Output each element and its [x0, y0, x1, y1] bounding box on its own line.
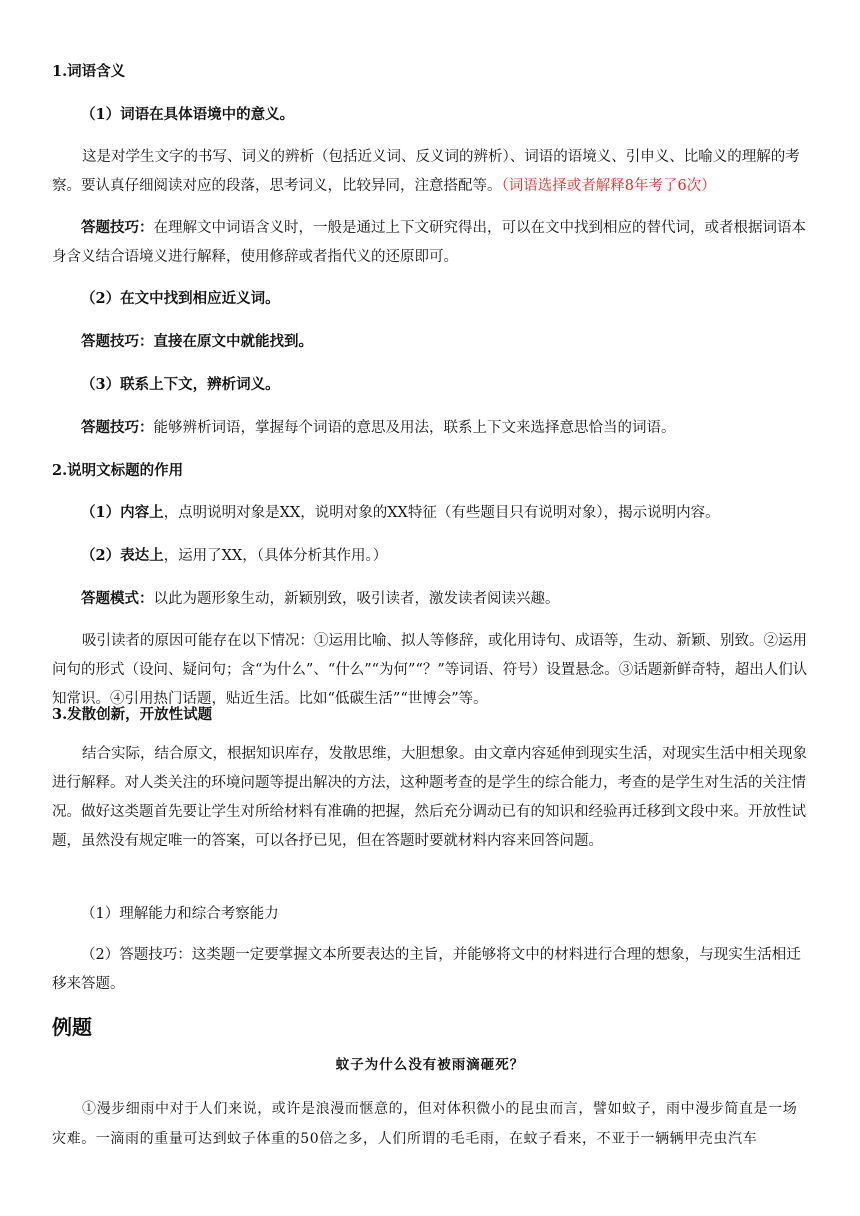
- mode-label: 答题模式：: [81, 590, 154, 607]
- tip-label: 答题技巧：: [81, 219, 154, 236]
- sub-2-title: （2）在文中找到相应近义词。: [81, 290, 280, 307]
- section-1-heading: 1.词语含义: [52, 63, 126, 80]
- sub-3-title: （3）联系上下文，辨析词义。: [81, 376, 280, 393]
- tip-label: 答题技巧：: [81, 419, 154, 436]
- example-heading: 例题: [52, 1015, 92, 1039]
- sub-1-text: 这是对学生文字的书写、词义的辨析（包括近义词、反义词的辨析）、词语的语境义、引申义、比喻义的理解的考察。要认真仔细阅读对应的段落，思考词义，比较异同，注意搭配等。: [52, 149, 800, 194]
- mode-text: 以此为题形象生动，新颖别致，吸引读者，激发读者阅读兴趣。: [153, 591, 560, 607]
- example-article-title: 蚊子为什么没有被雨滴砸死？: [335, 1057, 525, 1073]
- item-label: 内容上: [120, 504, 164, 521]
- item-number: （2）: [81, 547, 121, 564]
- section-3-item-2: （2）答题技巧：这类题一定要掌握文本所要表达的主旨，并能够将文中的材料进行合理的想象，与现实生活相迁移来答题。: [52, 947, 801, 992]
- sub-3-tip: [52, 413, 808, 443]
- sub-2-tip: 答题技巧：直接在原文中就能找到。: [81, 333, 313, 350]
- sub-1-paragraph: [52, 143, 808, 201]
- section-3-paragraph: 结合实际，结合原文，根据知识库存，发散思维，大胆想象。由文章内容延伸到现实生活，对现实生活中相关现象进行解释。对人类关注的环境问题等提出解决的方法，这种题考查的是学生的综合能力，考查的是学生对生活的关注情况。做好这类题首先要让学生对所给材料有准确的把握，然后充分调动已有的知识和经验再迁移到文段中来。开放性试题，虽然没有规定唯一的答案，可以各抒已见，但在答题时要就材料内容来回答问题。: [52, 746, 807, 849]
- section-3-item-1: （1）理解能力和综合考察能力: [81, 906, 279, 922]
- title-content-point: [52, 498, 808, 528]
- answer-mode: [52, 584, 808, 614]
- item-text: ，点明说明对象是XX，说明对象的XX特征（有些题目只有说明对象），揭示说明内容。: [163, 505, 720, 521]
- sub-1-title: （1）词语在具体语境中的意义。: [81, 106, 295, 123]
- title-expression-point: [52, 541, 808, 571]
- section-3-heading: 3.发散创新，开放性试题: [52, 706, 213, 723]
- tip-text: 能够辨析词语，掌握每个词语的意思及用法，联系上下文来选择意思恰当的词语。: [153, 420, 676, 436]
- item-number: （1）: [81, 504, 121, 521]
- tip-text: 在理解文中词语含义时，一般是通过上下文研究得出，可以在文中找到相应的替代词，或者根据词语本身含义结合语境义进行解释，使用修辞或者指代义的还原即可。: [52, 220, 806, 265]
- item-text: ，运用了XX，（具体分析其作用。）: [163, 548, 388, 564]
- example-paragraph-1: ①漫步细雨中对于人们来说，或许是浪漫而惬意的，但对体积微小的昆虫而言，譬如蚊子，雨中漫步简直是一场灾难。一滴雨的重量可达到蚊子体重的50倍之多，人们所谓的毛毛雨，在蚊子看来，不亚于一辆辆甲壳虫汽车: [52, 1101, 798, 1147]
- exam-frequency-note: （词语选择或者解释8年考了6次）: [501, 178, 716, 194]
- sub-1-tip: [52, 213, 808, 272]
- reasons-paragraph: 吸引读者的原因可能存在以下情况：①运用比喻、拟人等修辞，或化用诗句、成语等，生动、新颖、别致。②运用问句的形式（设问、疑问句；含“为什么”、“什么”“为何”“？”等词语、符号）设置悬念。③话题新鲜奇特，超出人们认知常识。④引用热门话题，贴近生活。比如“低碳生活”“世博会”等。: [52, 633, 808, 707]
- section-2-heading: 2.说明文标题的作用: [52, 462, 184, 479]
- item-label: 表达上: [120, 547, 164, 564]
